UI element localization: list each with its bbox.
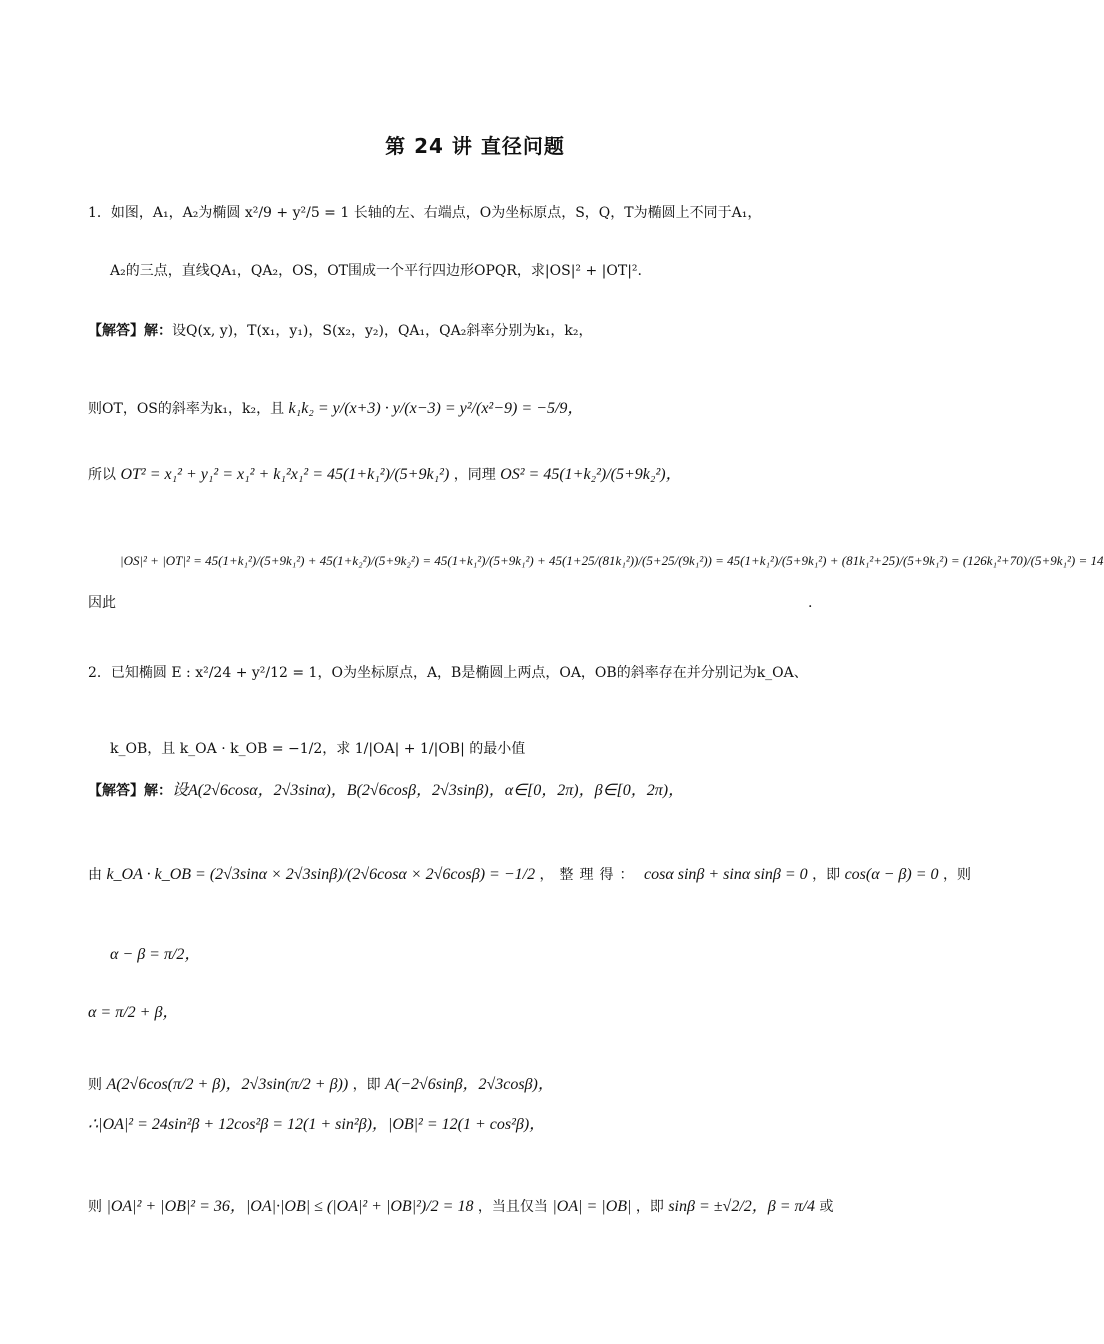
- problem1-slope-product-formula: k₁k₂ = y/(x+3) · y/(x−3) = y²/(x²−9) = −5/9，: [288, 400, 584, 417]
- problem2-solution-line6: ∴|OA|² = 24sin²β + 12cos²β = 12(1 + sin²β)，|OB|² = 12(1 + cos²β)，: [88, 1116, 546, 1133]
- problem2-point-a-formula: A(2√6cos(π/2 + β)，2√3sin(π/2 + β)): [106, 1076, 349, 1093]
- problem1-sol-text1: 设Q(x, y)，T(x₁，y₁)，S(x₂，y₂)，QA₁，QA₂斜率分别为k₁，k₂，: [172, 323, 593, 339]
- problem1-sol-text2: 则OT，OS的斜率为k₁，k₂，且: [88, 401, 285, 417]
- problem1-sum-formula: [120, 552, 1104, 570]
- problem1-line1: [88, 204, 761, 222]
- problem2-sol-mid7b: ，即: [635, 1199, 664, 1215]
- problem2-sol-prefix5: 则: [88, 1077, 102, 1093]
- problem1-solution-line2: [88, 400, 583, 418]
- problem2-statement-line1: 已知椭圆 E : x²/24 + y²/12 = 1，O为坐标原点，A，B是椭圆上两点，OA，OB的斜率存在并分别记为k_OA、: [110, 665, 808, 681]
- solution-label: 【解答】解：: [88, 323, 172, 339]
- problem2-solution-line1: [88, 782, 684, 800]
- problem1-end-period: .: [808, 595, 813, 611]
- problem2-sol-mid7a: ，当且仅当: [477, 1199, 548, 1215]
- problem2-inequality-formula: |OA|² + |OB|² = 36，|OA|·|OB| ≤ (|OA|² + |OB|²)/2 = 18: [106, 1198, 474, 1215]
- problem2-line2: k_OB，且 k_OA · k_OB = −1/2，求 1/|OA| + 1/|OB| 的最小值: [110, 741, 526, 757]
- problem1-sol-mid3: ，同理: [453, 467, 496, 483]
- problem2-solution-line3: α − β = π/2，: [110, 946, 201, 963]
- problem2-solution-line4: α = π/2 + β，: [88, 1004, 179, 1021]
- problem2-sol-prefix2: 由: [88, 867, 102, 883]
- problem1-os-formula: OS² = 45(1+k₂²)/(5+9k₂²)，: [500, 466, 682, 483]
- problem2-equality-condition: |OA| = |OB|: [552, 1198, 632, 1215]
- problem2-slope-formula: k_OA · k_OB = (2√3sinα × 2√3sinβ)/(2√6cosα × 2√6cosβ) = −1/2: [106, 866, 536, 883]
- problem2-trig-formula: cosα sinβ + sinα sinβ = 0: [643, 866, 808, 883]
- problem2-sol-end2: ，则: [942, 867, 971, 883]
- problem2-sol-text1: 设A(2√6cosα，2√3sinα)，B(2√6cosβ，2√3sinβ)，α∈[0，2π)，β∈[0，2π)，: [172, 782, 685, 799]
- problem1-solution-line4-label: 因此: [88, 595, 116, 611]
- problem2-number: 2．: [88, 665, 111, 681]
- problem1-line2: A₂的三点，直线QA₁，QA₂，OS，OT围成一个平行四边形OPQR，求|OS|² + |OT|².: [110, 263, 642, 279]
- problem2-cos-formula: cos(α − β) = 0: [844, 866, 939, 883]
- solution-label: 【解答】解：: [88, 783, 172, 799]
- problem2-sol-mid2b: ，即: [812, 867, 841, 883]
- problem1-ot-formula: OT² = x₁² + y₁² = x₁² + k₁²x₁² = 45(1+k₁²)/(5+9k₁²): [120, 466, 450, 483]
- problem2-solution-line7: [88, 1198, 833, 1216]
- problem1-statement-line1: 如图，A₁，A₂为椭圆 x²/9 + y²/5 = 1 长轴的左、右端点，O为坐标原点，S，Q，T为椭圆上不同于A₁，: [110, 205, 762, 221]
- problem2-solution-line2: [88, 866, 971, 884]
- problem2-point-a-simplified: A(−2√6sinβ，2√3cosβ)，: [385, 1076, 554, 1093]
- problem1-sol-text3: 所以: [88, 467, 116, 483]
- problem2-sol-end7: 或: [819, 1199, 834, 1215]
- problem1-sum-formula-text: |OS|² + |OT|² = 45(1+k₁²)/(5+9k₁²) + 45(1+k₂²)/(5+9k₂²) = 45(1+k₁²)/(5+9k₁²) + 45(1+25/(81k₁²))/(5+25/(9k₁²)) = 45(1+k₁²)/(5+9k₁²) + (81k₁²+25)/(5+9k₁²) = (126k₁²+70)/(5+9k₁²) = 14: [120, 553, 1104, 568]
- page-title: 第 24 讲 直径问题: [385, 134, 565, 158]
- problem2-solution-line5: [88, 1076, 554, 1094]
- problem2-sol-mid2a: ，整理得：: [539, 867, 640, 883]
- problem1-solution-line3: [88, 466, 682, 484]
- problem1-number: 1．: [88, 205, 111, 221]
- problem2-beta-value: sinβ = ±√2/2，β = π/4: [668, 1198, 816, 1215]
- problem2-sol-prefix7: 则: [88, 1199, 102, 1215]
- problem1-solution-line1: [88, 322, 593, 340]
- problem2-sol-mid5: ，即: [352, 1077, 381, 1093]
- problem2-line1: [88, 664, 808, 682]
